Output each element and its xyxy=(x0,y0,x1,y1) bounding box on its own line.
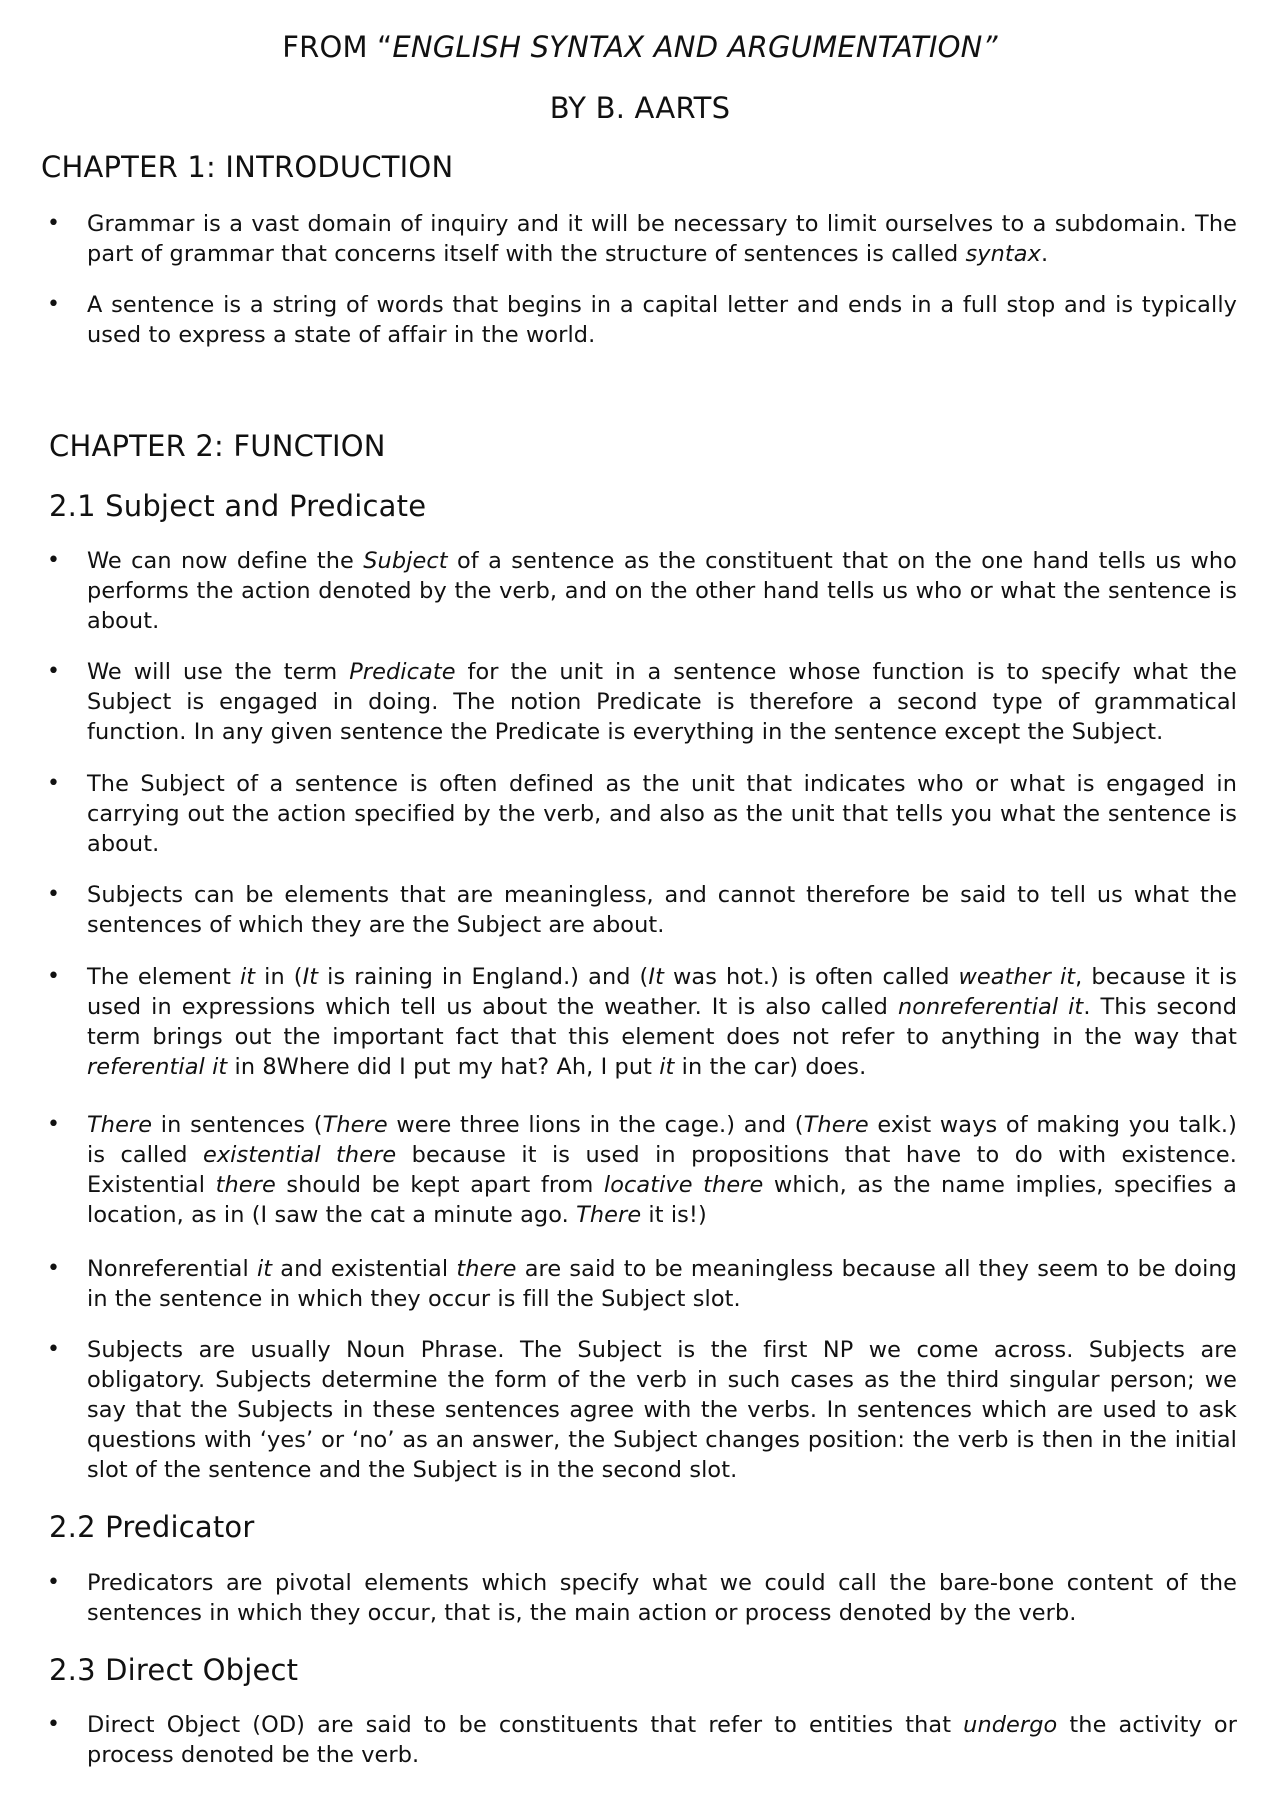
text-run: in sentences ( xyxy=(152,1112,323,1138)
section-2-1-heading: 2.1 Subject and Predicate xyxy=(49,489,427,523)
list-item xyxy=(87,290,1237,350)
list-item xyxy=(87,546,1237,636)
text-run: We will use the term xyxy=(87,659,350,685)
italic-term: undergo xyxy=(963,1712,1058,1738)
text-run: is raining in England.) and ( xyxy=(318,964,649,990)
italic-term: Subject xyxy=(363,548,448,574)
text-run: exist ways of making you talk.) is called xyxy=(87,1112,1237,1168)
italic-term: There xyxy=(87,1112,153,1138)
text-run: Predicators are pivotal elements which specify what we could call the bare-bone content of the sentences in which they occur, that is, the main action or process denoted by the verb. xyxy=(87,1570,1237,1626)
italic-term: Predicate xyxy=(349,659,456,685)
text-run: The element xyxy=(87,964,240,990)
bullet-icon: • xyxy=(47,1112,60,1137)
text-run: in ( xyxy=(255,964,303,990)
text-run: it is!) xyxy=(641,1202,707,1228)
text-run: in the car) does. xyxy=(674,1054,867,1080)
italic-term: locative there xyxy=(603,1172,764,1198)
text-run: was hot.) is often called xyxy=(663,964,959,990)
italic-term: it xyxy=(659,1054,675,1080)
list-item xyxy=(87,1110,1237,1230)
bullet-icon: • xyxy=(47,882,60,907)
text-run: Subjects are usually Noun Phrase. The Subject is the first NP we come across. Subjects are obligatory. Subjects determine the form of the verb in such cases as the third singular person; we say that the Subjects in these sentences agree with the verbs. In sentences which are used to ask questions with ‘yes’ or ‘no’ as an answer, the Subject changes position: the verb is then in the initial slot of the sentence and the Subject is in the second slot. xyxy=(87,1337,1237,1483)
text-run: should be kept apart from xyxy=(275,1172,604,1198)
text-run: are said to be meaningless because all they seem to be doing in the sentence in which they occur is fill the Subject slot. xyxy=(87,1256,1237,1312)
list-item xyxy=(87,880,1237,940)
text-run: were three lions in the cage.) and ( xyxy=(387,1112,804,1138)
list-item xyxy=(87,1710,1237,1770)
bullet-icon: • xyxy=(47,1256,60,1281)
text-run: and existential xyxy=(272,1256,457,1282)
text-run: of a sentence as the constituent that on the one hand tells us who performs the action denoted by the verb, and on the other hand tells us who or what the sentence is about. xyxy=(87,548,1237,634)
text-run: Grammar is a vast domain of inquiry and it will be necessary to limit ourselves to a subdomain. The part of grammar that concerns itself with the structure of sentences is called xyxy=(87,211,1237,267)
bullet-icon: • xyxy=(47,548,60,573)
bullet-icon: • xyxy=(47,292,60,317)
chapter-2-heading: CHAPTER 2: FUNCTION xyxy=(49,429,386,463)
list-item xyxy=(87,209,1237,269)
italic-term: there xyxy=(215,1172,276,1198)
bullet-icon: • xyxy=(47,211,60,236)
author-byline: BY B. AARTS xyxy=(549,91,731,125)
text-run: which, as the name implies, specifies a location, as in (I saw the cat a minute ago. xyxy=(87,1172,1237,1228)
chapter-1-heading: CHAPTER 1: INTRODUCTION xyxy=(41,150,454,184)
text-run: Nonreferential xyxy=(87,1256,257,1282)
italic-term: weather it xyxy=(958,964,1076,990)
text-run: for the unit in a sentence whose function is to specify what the Subject is engaged in doing. The notion Predicate is therefore a second type of grammatical function. In any given sentence the Predicate is everything in the sentence except the Subject. xyxy=(87,659,1237,745)
book-title: ENGLISH SYNTAX AND ARGUMENTATION” xyxy=(392,30,998,64)
text-run: Direct Object (OD) are said to be constituents that refer to entities that xyxy=(87,1712,964,1738)
text-run: the activity or process denoted be the verb. xyxy=(87,1712,1237,1768)
bullet-icon: • xyxy=(47,1337,60,1362)
italic-term: it xyxy=(256,1256,273,1282)
text-run: The Subject of a sentence is often defined as the unit that indicates who or what is engaged in carrying out the action specified by the verb, and also as the unit that tells you what the sentence is about. xyxy=(87,771,1237,857)
italic-term: there xyxy=(456,1256,517,1282)
italic-term: It xyxy=(648,964,664,990)
list-item xyxy=(87,962,1237,1082)
italic-term: existential there xyxy=(202,1142,397,1168)
text-run: because it is used in propositions that have to do with existence. Existential xyxy=(87,1142,1237,1198)
italic-term: There xyxy=(576,1202,642,1228)
text-run: . xyxy=(1040,241,1049,267)
bullet-icon: • xyxy=(47,1712,60,1737)
text-run: A sentence is a string of words that begins in a capital letter and ends in a full stop and is typically used to express a state of affair in the world. xyxy=(87,292,1237,348)
italic-term: It xyxy=(302,964,319,990)
italic-term: it xyxy=(239,964,256,990)
source-title xyxy=(0,28,1280,66)
bullet-icon: • xyxy=(47,1570,60,1595)
italic-term: There xyxy=(803,1112,869,1138)
list-item xyxy=(87,1254,1237,1314)
list-item xyxy=(87,769,1237,859)
section-2-3-heading: 2.3 Direct Object xyxy=(49,1653,299,1687)
italic-term: referential it xyxy=(87,1054,228,1080)
text-run: , because it is used in expressions which tell us about the weather. It is also called xyxy=(87,964,1237,1020)
text-run: . This second term brings out the important fact that this element does not refer to anything in the way that xyxy=(87,994,1238,1050)
list-item xyxy=(87,657,1237,747)
bullet-icon: • xyxy=(47,771,60,796)
list-item xyxy=(87,1335,1237,1485)
source-title-prefix: FROM “ xyxy=(282,30,393,64)
text-run: Subjects can be elements that are meaningless, and cannot therefore be said to tell us what the sentences of which they are the Subject are about. xyxy=(87,882,1237,938)
list-item xyxy=(87,1568,1237,1628)
italic-term: nonreferential it xyxy=(897,994,1084,1020)
italic-term: syntax xyxy=(965,241,1041,267)
text-run: in 8Where did I put my hat? Ah, I put xyxy=(227,1054,660,1080)
bullet-icon: • xyxy=(47,659,60,684)
section-2-2-heading: 2.2 Predicator xyxy=(49,1510,255,1544)
italic-term: There xyxy=(322,1112,388,1138)
bullet-icon: • xyxy=(47,964,60,989)
text-run: We can now define the xyxy=(87,548,364,574)
